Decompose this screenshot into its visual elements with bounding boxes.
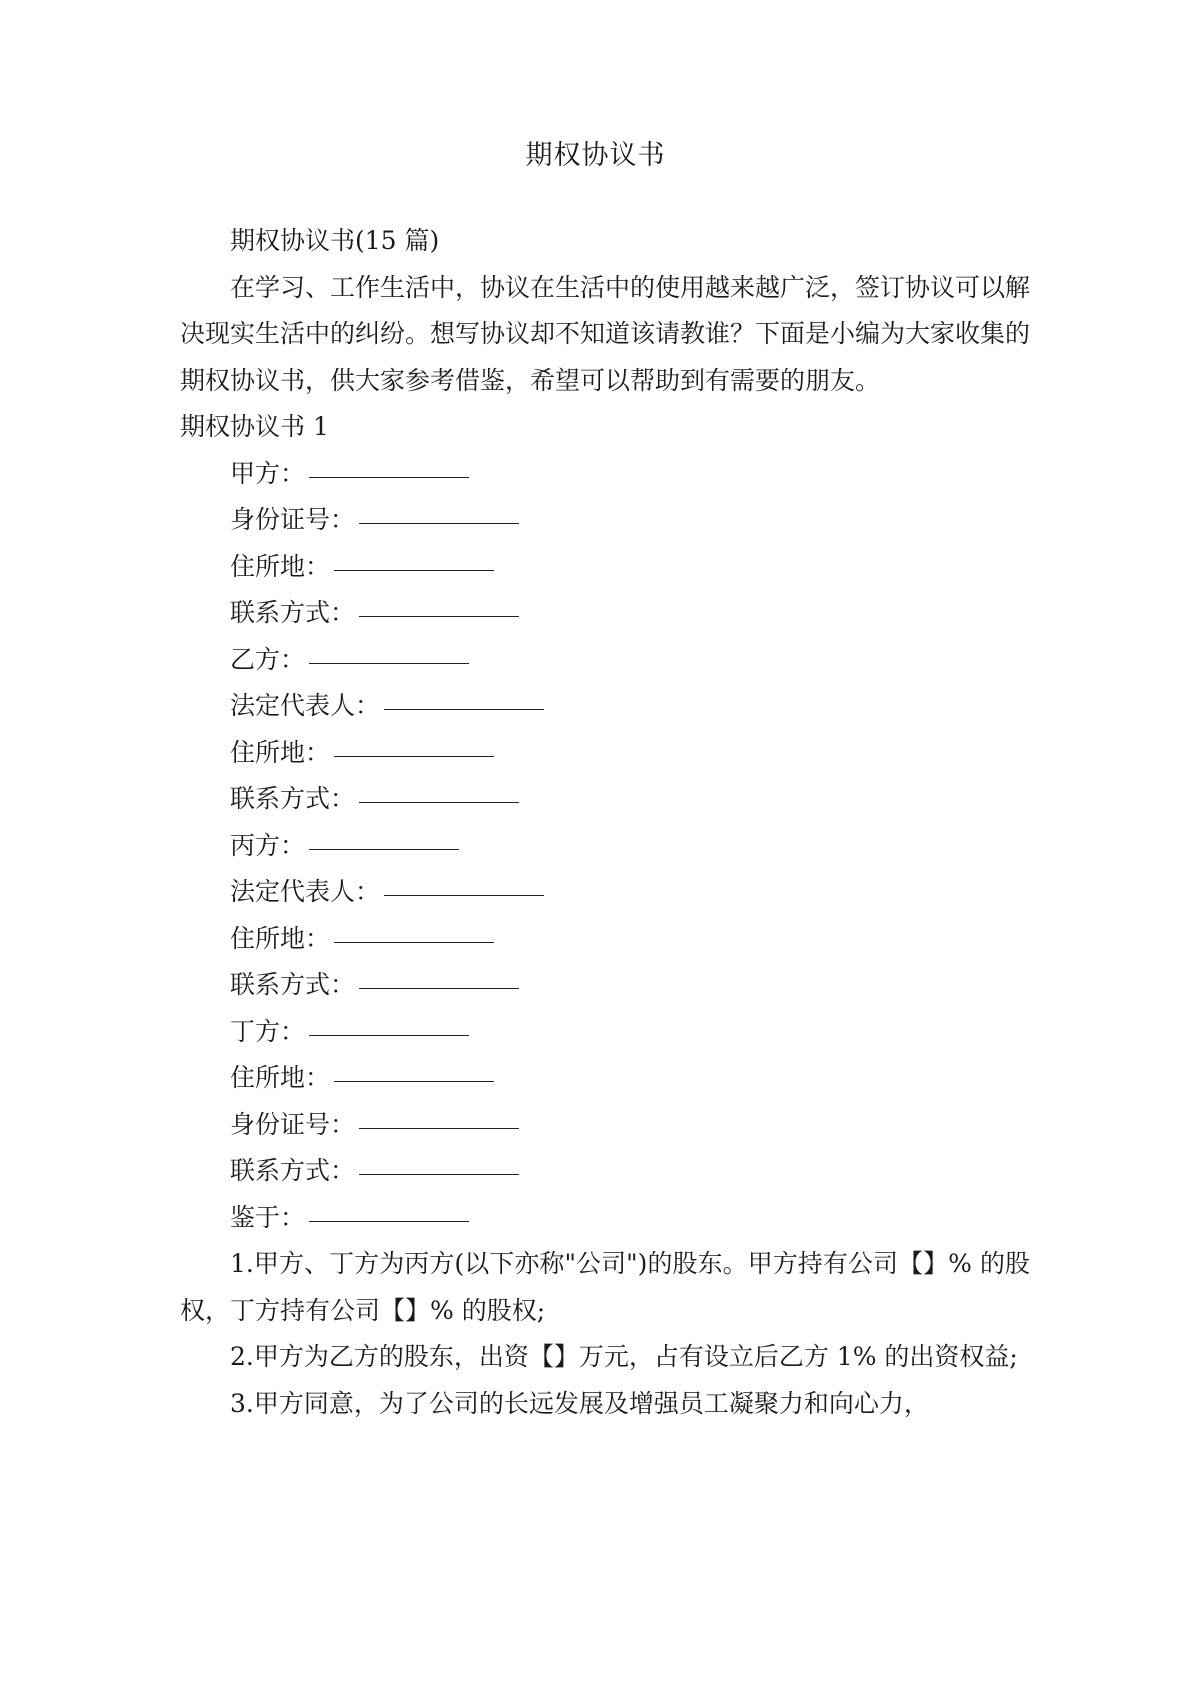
field-label: 身份证号： bbox=[230, 505, 356, 534]
field-label: 住所地： bbox=[230, 923, 331, 953]
clause-paragraph: 3.甲方同意，为了公司的长远发展及增强员工凝聚力和向心力， bbox=[230, 1388, 929, 1418]
document-subtitle: 期权协议书(15 篇) bbox=[230, 226, 440, 255]
field-label: 住所地： bbox=[230, 737, 331, 767]
section-heading: 期权协议书 1 bbox=[180, 412, 329, 441]
fill-in-blank[interactable] bbox=[309, 1034, 469, 1036]
field-label: 法定代表人： bbox=[230, 877, 381, 906]
clause-paragraph: 1.甲方、丁方为丙方(以下亦称"公司")的股东。甲方持有公司【】% 的股权，丁方持有公司【】% 的股权; bbox=[180, 1249, 1030, 1325]
fill-in-blank[interactable] bbox=[334, 755, 494, 757]
field-party-b bbox=[180, 637, 1030, 684]
fill-in-blank[interactable] bbox=[359, 522, 519, 524]
field-label: 乙方： bbox=[230, 644, 306, 674]
clause-paragraph: 2.甲方为乙方的股东，出资【】万元，占有设立后乙方 1% 的出资权益; bbox=[230, 1342, 1018, 1371]
field-party-a bbox=[180, 451, 1030, 498]
document-body bbox=[180, 218, 1030, 1427]
field-party-d bbox=[180, 1009, 1030, 1056]
field-label: 联系方式： bbox=[230, 784, 356, 813]
field-label: 丁方： bbox=[230, 1016, 306, 1046]
field-address bbox=[180, 1055, 1030, 1102]
fill-in-blank[interactable] bbox=[359, 1127, 519, 1129]
intro-paragraph: 在学习、工作生活中，协议在生活中的使用越来越广泛，签订协议可以解决现实生活中的纠纷。想写协议却不知道该请教谁？下面是小编为大家收集的期权协议书，供大家参考借鉴，希望可以帮助到有需要的朋友。 bbox=[180, 272, 1031, 395]
field-label: 鉴于： bbox=[230, 1202, 306, 1232]
field-label: 住所地： bbox=[230, 551, 331, 581]
field-label: 联系方式： bbox=[230, 598, 356, 627]
fill-in-blank[interactable] bbox=[359, 987, 519, 989]
field-label: 丙方： bbox=[230, 830, 306, 860]
field-label: 甲方： bbox=[230, 458, 306, 488]
field-legal-representative bbox=[180, 683, 1030, 730]
field-contact bbox=[180, 590, 1030, 637]
field-whereas bbox=[180, 1195, 1030, 1242]
fill-in-blank[interactable] bbox=[334, 569, 494, 571]
field-label: 住所地： bbox=[230, 1063, 331, 1092]
field-label: 身份证号： bbox=[230, 1109, 356, 1139]
field-contact bbox=[180, 776, 1030, 823]
document-title: 期权协议书 bbox=[525, 140, 666, 171]
field-id-number bbox=[180, 497, 1030, 544]
fill-in-blank[interactable] bbox=[309, 476, 469, 478]
field-contact bbox=[180, 1148, 1030, 1195]
fill-in-blank[interactable] bbox=[309, 1220, 469, 1222]
fill-in-blank[interactable] bbox=[359, 1173, 519, 1175]
field-legal-representative bbox=[180, 869, 1030, 916]
field-id-number bbox=[180, 1102, 1030, 1149]
fill-in-blank[interactable] bbox=[384, 894, 544, 896]
fill-in-blank[interactable] bbox=[359, 801, 519, 803]
field-address bbox=[180, 730, 1030, 777]
fill-in-blank[interactable] bbox=[384, 708, 544, 710]
fill-in-blank[interactable] bbox=[334, 1080, 494, 1082]
fill-in-blank[interactable] bbox=[309, 848, 459, 850]
field-label: 法定代表人： bbox=[230, 691, 381, 720]
fill-in-blank[interactable] bbox=[309, 662, 469, 664]
field-party-c bbox=[180, 823, 1030, 870]
fill-in-blank[interactable] bbox=[359, 615, 519, 617]
field-label: 联系方式： bbox=[230, 970, 356, 999]
field-address bbox=[180, 544, 1030, 591]
field-contact bbox=[180, 962, 1030, 1009]
fill-in-blank[interactable] bbox=[334, 941, 494, 943]
field-label: 联系方式： bbox=[230, 1156, 356, 1185]
field-address bbox=[180, 916, 1030, 963]
